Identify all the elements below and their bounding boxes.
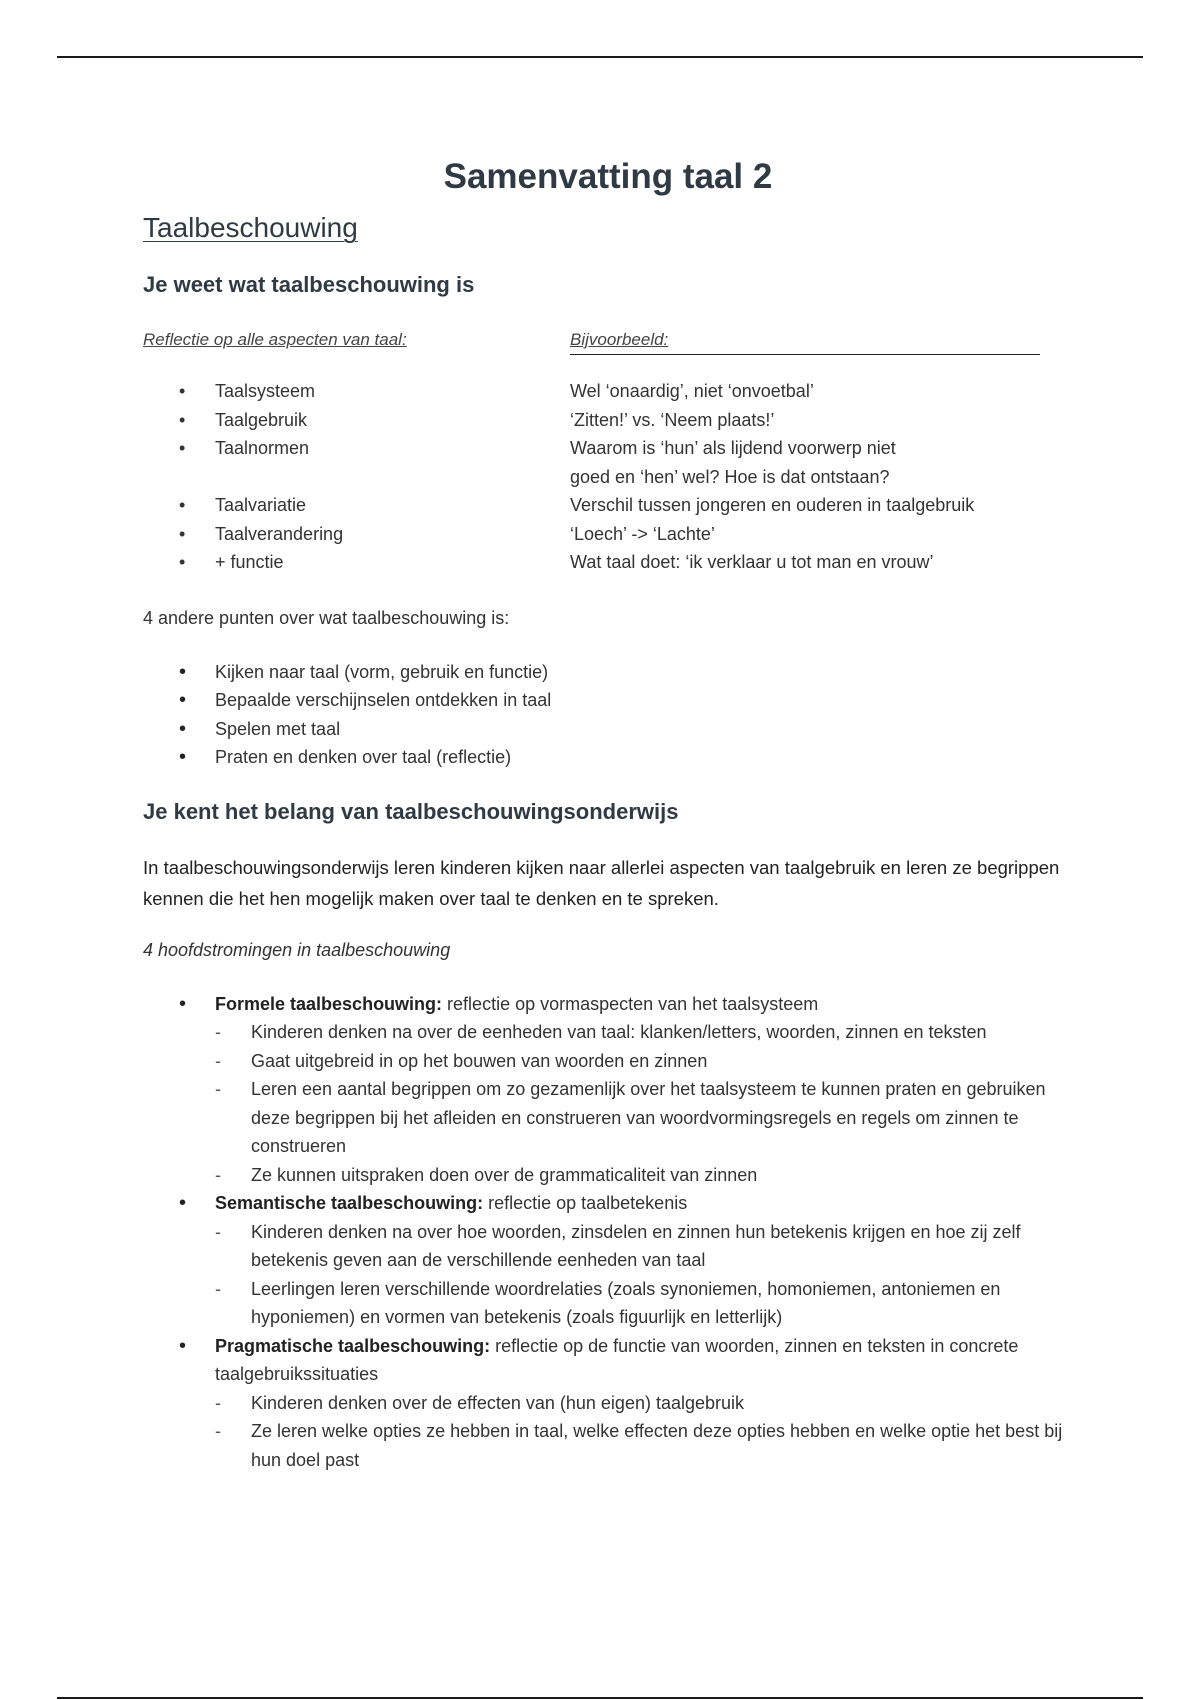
heading-belang: Je kent het belang van taalbeschouwingsonderwijs	[143, 798, 679, 824]
belang-paragraph: In taalbeschouwingsonderwijs leren kinderen kijken naar allerlei aspecten van taalgebruik en leren ze begrippen kennen die het hen mogelijk maken over taal te denken en te spreken.	[143, 856, 1060, 909]
stromingen-list	[143, 990, 1063, 1475]
document-page	[143, 150, 1063, 1474]
stromingen-intro: 4 hoofdstromingen in taalbeschouwing	[143, 939, 451, 960]
reflectie-table	[143, 326, 1063, 354]
stroming-item	[143, 1189, 1063, 1332]
reflectie-right-heading	[570, 326, 1040, 355]
document-title: Samenvatting taal 2	[443, 157, 773, 196]
section-heading: Taalbeschouwing	[143, 212, 358, 243]
sub-list-item: - Ze leren welke opties ze hebben in taal, welke effecten deze opties hebben en welke optie het best bij hun doel past	[215, 1417, 1063, 1474]
reflectie-rows	[143, 377, 1063, 577]
reflectie-row	[143, 406, 1063, 435]
footer-rule	[57, 1697, 1143, 1699]
reflectie-example: goed en ‘hen’ wel? Hoe is dat ontstaan?	[570, 466, 890, 487]
stroming-item	[143, 990, 1063, 1190]
reflectie-example: Wel ‘onaardig’, niet ‘onvoetbal’	[570, 381, 814, 401]
list-item: • Kijken naar taal (vorm, gebruik en functie)	[143, 658, 1063, 687]
reflectie-aspect: Taalverandering	[215, 523, 344, 544]
reflectie-row	[143, 463, 1063, 492]
reflectie-row	[143, 520, 1063, 549]
reflectie-example: Wat taal doet: ‘ik verklaar u tot man en vrouw’	[570, 552, 934, 572]
reflectie-example: ‘Zitten!’ vs. ‘Neem plaats!’	[570, 409, 775, 430]
sub-list-item: - Leren een aantal begrippen om zo gezamenlijk over het taalsysteem te kunnen praten en gebruiken deze begrippen bij het afleiden en construeren van woordvormingsregels en regels om zinnen te construeren	[215, 1075, 1063, 1161]
list-item: • Spelen met taal	[143, 715, 1063, 744]
stroming-description: reflectie op vormaspecten van het taalsysteem	[442, 993, 819, 1014]
reflectie-aspect: Taalvariatie	[215, 495, 307, 515]
bullet-icon: •	[179, 523, 186, 544]
reflectie-example: ‘Loech’ -> ‘Lachte’	[570, 523, 715, 544]
stroming-item	[143, 1332, 1063, 1475]
stroming-sublist	[215, 1389, 1063, 1475]
bullet-icon: •	[179, 381, 186, 401]
bullet-icon: •	[179, 409, 186, 430]
stroming-description: reflectie op taalbetekenis	[483, 1193, 688, 1213]
reflectie-right-heading-text: Bijvoorbeeld:	[570, 330, 669, 349]
reflectie-example: Waarom is ‘hun’ als lijdend voorwerp niet	[570, 438, 896, 458]
stroming-term: Formele taalbeschouwing:	[215, 993, 443, 1014]
sub-list-item: - Gaat uitgebreid in op het bouwen van woorden en zinnen	[215, 1047, 1063, 1076]
header-rule	[57, 56, 1143, 58]
andere-intro: 4 andere punten over wat taalbeschouwing is:	[143, 607, 510, 628]
reflectie-aspect: Taalnormen	[215, 438, 310, 458]
andere-list	[143, 658, 1063, 772]
reflectie-row	[143, 434, 1063, 463]
sub-list-item: - Kinderen denken na over hoe woorden, zinsdelen en zinnen hun betekenis krijgen en hoe zij zelf betekenis geven aan de verschillende eenheden van taal	[215, 1218, 1063, 1275]
list-item: • Bepaalde verschijnselen ontdekken in taal	[143, 686, 1063, 715]
reflectie-row	[143, 377, 1063, 406]
reflectie-left-heading: Reflectie op alle aspecten van taal:	[143, 330, 407, 349]
bullet-icon: •	[179, 552, 186, 572]
sub-list-item: - Leerlingen leren verschillende woordrelaties (zoals synoniemen, homoniemen, antoniemen en hyponiemen) en vormen van betekenis (zoals figuurlijk en letterlijk)	[215, 1275, 1063, 1332]
bullet-icon: •	[179, 495, 186, 515]
bullet-icon: •	[179, 438, 186, 458]
reflectie-aspect: + functie	[215, 552, 284, 572]
heading-weet: Je weet wat taalbeschouwing is	[143, 272, 475, 297]
reflectie-aspect: Taalgebruik	[215, 409, 308, 430]
stroming-sublist	[215, 1218, 1063, 1332]
stroming-term: Pragmatische taalbeschouwing:	[215, 1335, 491, 1356]
reflectie-row	[143, 548, 1063, 577]
reflectie-row	[143, 491, 1063, 520]
stroming-description: reflectie op de functie van woorden, zinnen en teksten in concrete taalgebruikssituaties	[215, 1335, 1019, 1384]
stroming-term: Semantische taalbeschouwing:	[215, 1193, 484, 1213]
reflectie-aspect: Taalsysteem	[215, 381, 316, 401]
list-item: • Praten en denken over taal (reflectie)	[143, 743, 1063, 772]
reflectie-example: Verschil tussen jongeren en ouderen in taalgebruik	[570, 495, 975, 515]
sub-list-item: - Ze kunnen uitspraken doen over de grammaticaliteit van zinnen	[215, 1161, 1063, 1190]
sub-list-item: - Kinderen denken over de effecten van (hun eigen) taalgebruik	[215, 1389, 1063, 1418]
stroming-sublist	[215, 1018, 1063, 1189]
sub-list-item: - Kinderen denken na over de eenheden van taal: klanken/letters, woorden, zinnen en teksten	[215, 1018, 1063, 1047]
